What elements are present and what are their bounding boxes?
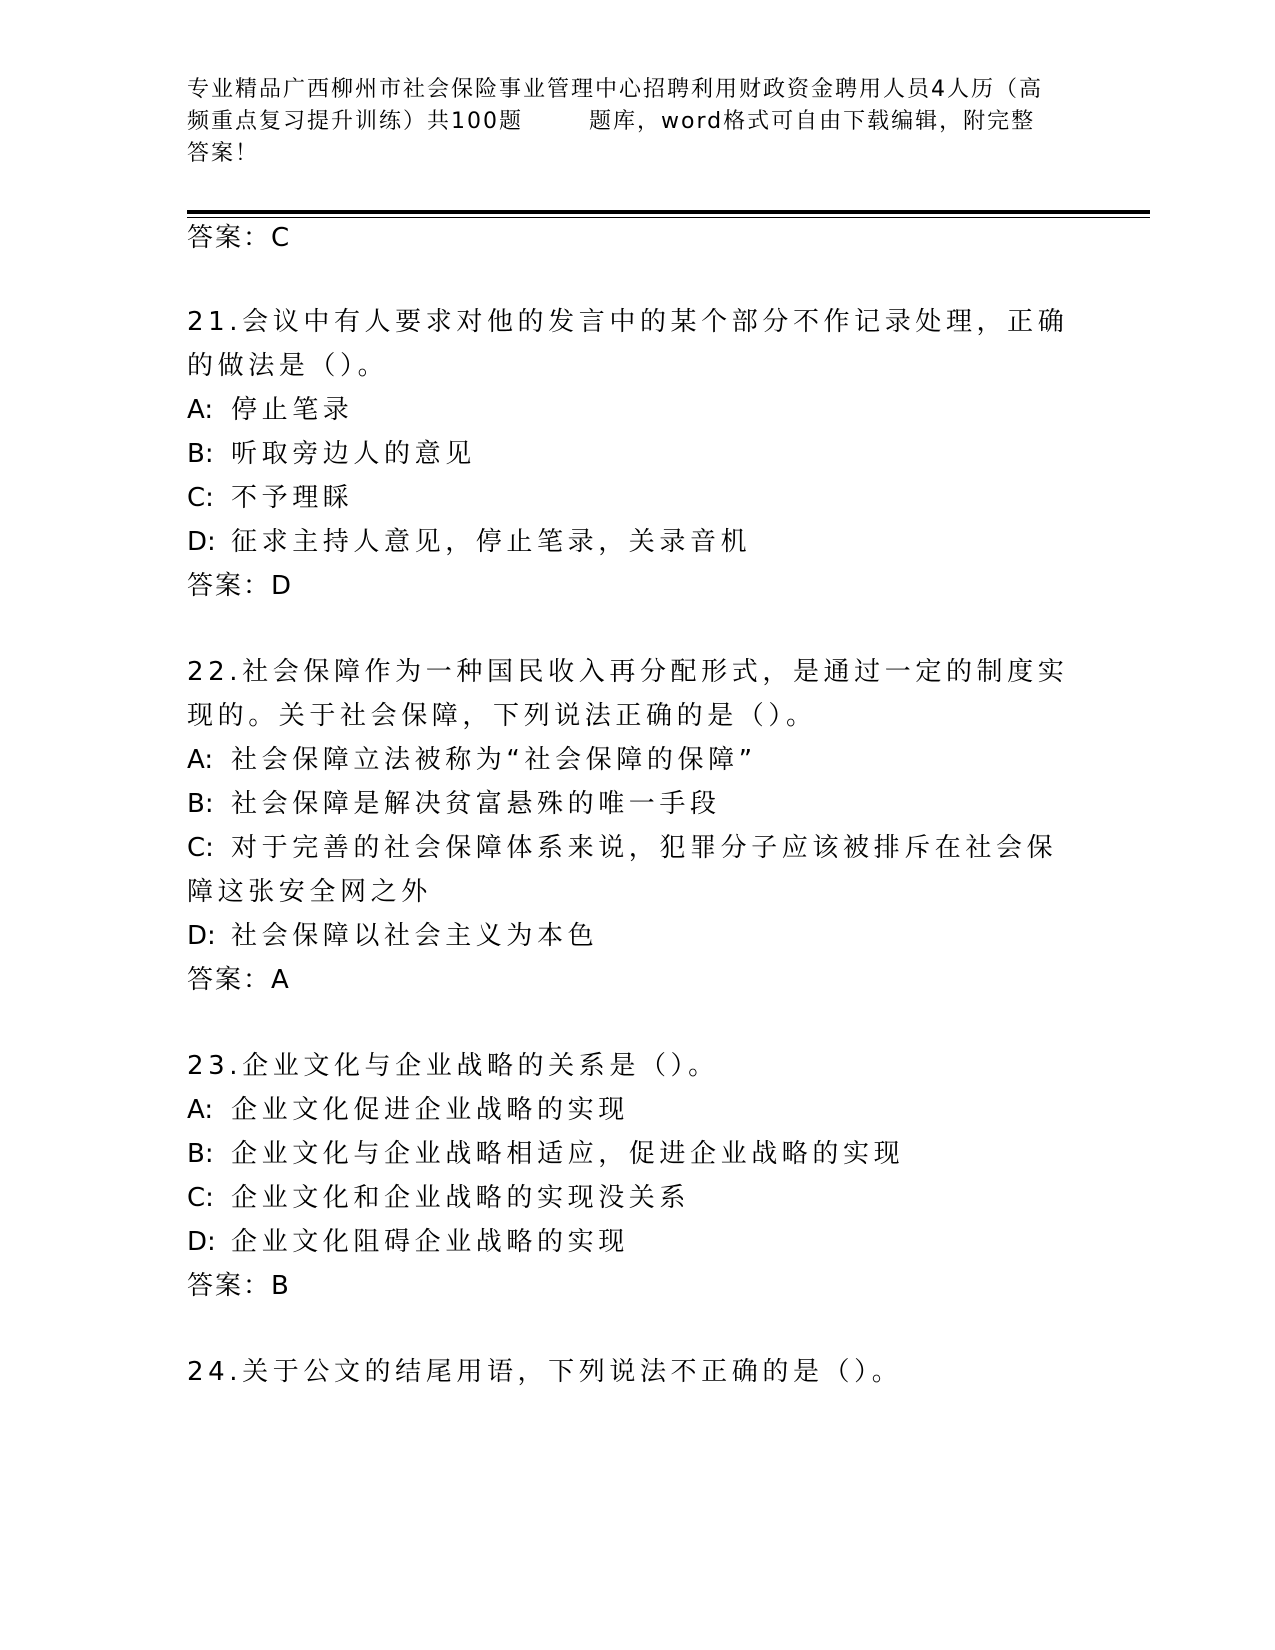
- option-letter: C:: [187, 1183, 214, 1213]
- option-letter: D:: [187, 527, 216, 557]
- option-text: 企业文化与企业战略相适应，促进企业战略的实现: [231, 1139, 905, 1169]
- option-text: 听取旁边人的意见: [231, 439, 476, 469]
- option-letter: D:: [187, 921, 216, 951]
- header-line-3: 答案！: [187, 141, 260, 166]
- document-header: [187, 74, 1087, 170]
- q23-option-b: [187, 1132, 1087, 1176]
- option-text: 企业文化促进企业战略的实现: [231, 1095, 629, 1125]
- header-divider-thick: [187, 210, 1150, 214]
- q22-option-c: [187, 826, 1087, 914]
- option-letter: A:: [187, 1095, 214, 1125]
- option-text: 社会保障立法被称为“社会保障的保障”: [231, 745, 757, 775]
- option-letter: A:: [187, 395, 214, 425]
- option-letter: C:: [187, 833, 214, 863]
- q23-answer: 答案：B: [187, 1271, 291, 1301]
- option-letter: C:: [187, 483, 214, 513]
- q23-option-c: [187, 1176, 1087, 1220]
- q21-option-d: [187, 520, 1087, 564]
- option-text: 企业文化阻碍企业战略的实现: [231, 1227, 629, 1257]
- option-letter: A:: [187, 745, 214, 775]
- option-text: 社会保障是解决贫富悬殊的唯一手段: [231, 789, 721, 819]
- option-letter: D:: [187, 1227, 216, 1257]
- header-divider-thin: [187, 217, 1150, 218]
- header-line-2a: 频重点复习提升训练）共100题: [187, 109, 523, 134]
- option-text: 停止笔录: [231, 395, 354, 425]
- question-23: 23.企业文化与企业战略的关系是（）。: [187, 1051, 719, 1081]
- q22-option-b: [187, 782, 1087, 826]
- q21-option-c: [187, 476, 1087, 520]
- question-21: 21.会议中有人要求对他的发言中的某个部分不作记录处理，正确的做法是（）。: [187, 307, 1069, 381]
- question-24: 24.关于公文的结尾用语，下列说法不正确的是（）。: [187, 1357, 903, 1387]
- q22-option-d: [187, 914, 1087, 958]
- option-text: 对于完善的社会保障体系来说，犯罪分子应该被排斥在社会保障这张安全网之外: [187, 833, 1058, 907]
- q23-option-d: [187, 1220, 1087, 1264]
- option-letter: B:: [187, 789, 214, 819]
- q21-answer: 答案：D: [187, 571, 294, 601]
- option-text: 企业文化和企业战略的实现没关系: [231, 1183, 691, 1213]
- q22-answer: 答案：A: [187, 965, 291, 995]
- option-letter: B:: [187, 439, 214, 469]
- header-line-1: 专业精品广西柳州市社会保险事业管理中心招聘利用财政资金聘用人员4人历（高: [187, 77, 1043, 102]
- q22-option-a: [187, 738, 1087, 782]
- q21-option-a: [187, 388, 1087, 432]
- option-letter: B:: [187, 1139, 214, 1169]
- header-line-2b: 题库，word格式可自由下载编辑，附完整: [589, 109, 1036, 134]
- answer-prev: 答案：C: [187, 223, 292, 253]
- header-line-2: [187, 106, 1087, 138]
- option-text: 社会保障以社会主义为本色: [231, 921, 599, 951]
- question-22: 22.社会保障作为一种国民收入再分配形式，是通过一定的制度实现的。关于社会保障，下列说法正确的是（）。: [187, 657, 1069, 731]
- option-text: 不予理睬: [231, 483, 354, 513]
- q21-option-b: [187, 432, 1087, 476]
- q23-option-a: [187, 1088, 1087, 1132]
- option-text: 征求主持人意见，停止笔录，关录音机: [231, 527, 752, 557]
